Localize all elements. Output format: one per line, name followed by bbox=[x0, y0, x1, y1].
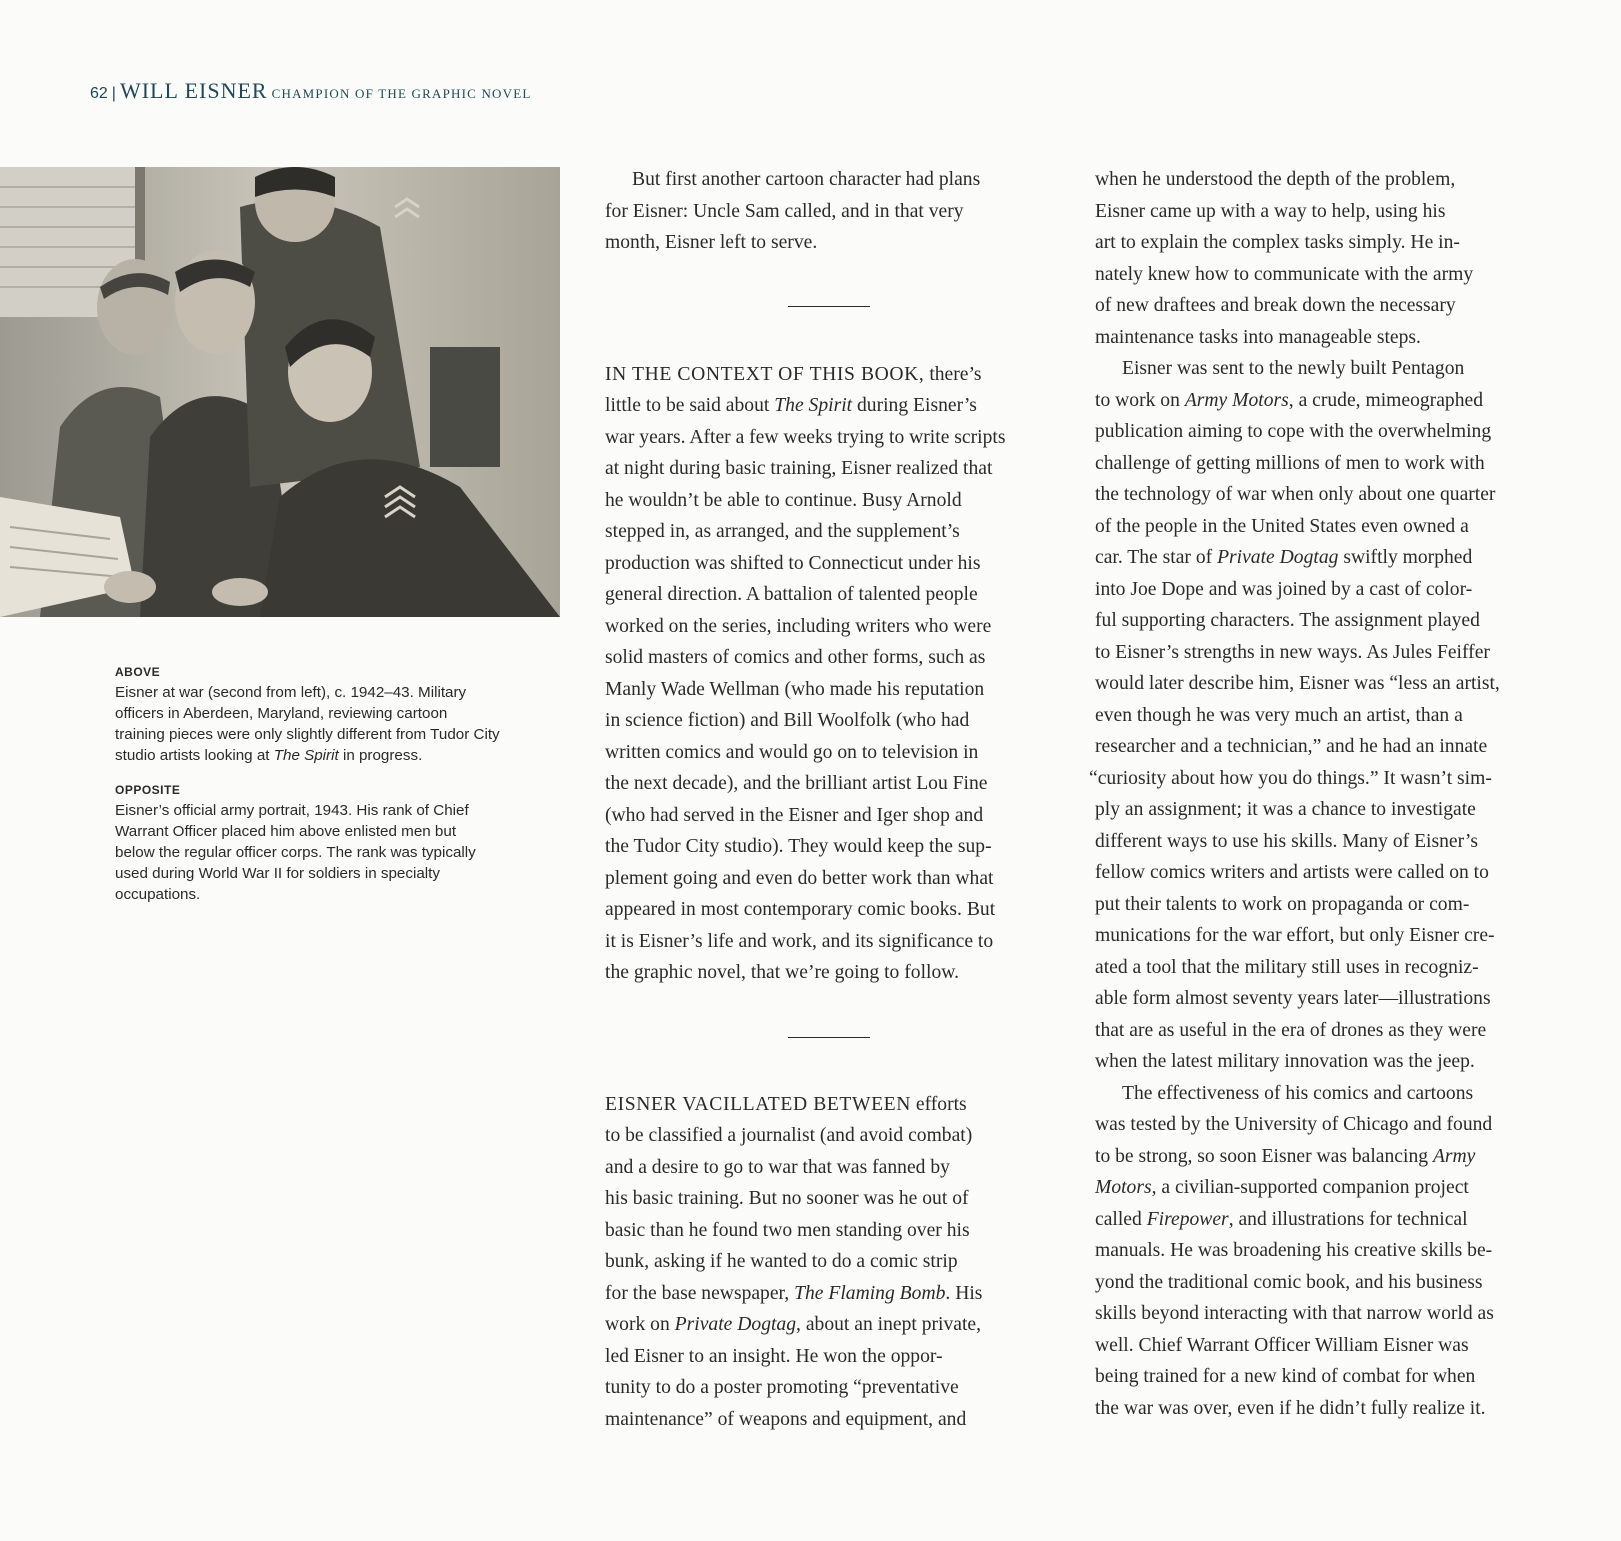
lead-in: EISNER VACILLATED BETWEEN bbox=[605, 1093, 911, 1115]
caption-line: used during World War II for soldiers in specialty bbox=[115, 865, 440, 882]
text-line bbox=[605, 359, 1055, 391]
text-line bbox=[1095, 385, 1545, 417]
caption-line bbox=[115, 745, 570, 766]
italic-title: Army bbox=[1432, 1145, 1476, 1167]
text-line: and a desire to go to war that was fanned by bbox=[605, 1156, 950, 1178]
paragraph bbox=[605, 164, 1055, 259]
text-line: even though he was very much an artist, than a bbox=[1095, 704, 1463, 726]
caption-line: training pieces were only slightly different from Tudor City bbox=[115, 726, 500, 743]
text-line: (who had served in the Eisner and Iger shop and bbox=[605, 804, 984, 826]
text-line: written comics and would go on to television in bbox=[605, 741, 979, 763]
text-line bbox=[605, 1278, 1055, 1310]
italic-title: The Spirit bbox=[774, 395, 853, 416]
text: to be strong, so soon Eisner was balancing bbox=[1095, 1145, 1433, 1167]
text-line: “curiosity about how you do things.” It wasn’t sim- bbox=[1089, 767, 1492, 789]
text-line bbox=[1095, 1172, 1545, 1204]
text-line: into Joe Dope and was joined by a cast of color- bbox=[1095, 578, 1473, 600]
text-line: it is Eisner’s life and work, and its significance to bbox=[605, 930, 994, 952]
italic-title: The Flaming Bomb bbox=[794, 1282, 946, 1304]
text-line: to Eisner’s strengths in new ways. As Jules Feiffer bbox=[1095, 641, 1490, 663]
text-line: fellow comics writers and artists were called on to bbox=[1095, 862, 1489, 883]
text-column-2 bbox=[1089, 164, 1545, 1424]
italic-title: Firepower bbox=[1146, 1208, 1229, 1230]
text-line: maintenance” of weapons and equipment, and bbox=[605, 1408, 967, 1430]
caption-line: occupations. bbox=[115, 886, 201, 903]
text: called bbox=[1095, 1208, 1147, 1230]
text-line: But first another cartoon character had plans bbox=[632, 169, 981, 190]
text-line: the next decade), and the brilliant artist Lou Fine bbox=[605, 773, 988, 794]
text-line: of the people in the United States even owned a bbox=[1095, 515, 1469, 537]
book-subtitle: CHAMPION OF THE GRAPHIC NOVEL bbox=[271, 86, 532, 101]
italic-title: Private Dogtag bbox=[1217, 547, 1339, 568]
caption-line: officers in Aberdeen, Maryland, reviewing cartoon bbox=[115, 705, 448, 722]
text-line: production was shifted to Connecticut under his bbox=[605, 552, 981, 574]
text: , and illustrations for technical bbox=[1228, 1208, 1468, 1230]
text-line: Manly Wade Wellman (who made his reputation bbox=[605, 678, 985, 700]
text-line: maintenance tasks into manageable steps. bbox=[1095, 326, 1421, 348]
text-line: different ways to use his skills. Many of Eisner’s bbox=[1095, 830, 1478, 852]
text-line: Eisner was sent to the newly built Pentagon bbox=[1122, 358, 1465, 379]
text-line: the technology of war when only about one quarter bbox=[1095, 484, 1496, 505]
text-line: ated a tool that the military still uses in recogniz- bbox=[1095, 956, 1479, 978]
paragraph bbox=[1095, 164, 1545, 353]
paragraph bbox=[605, 1089, 1055, 1436]
text-line: that are as useful in the era of drones as they were bbox=[1095, 1019, 1487, 1041]
text: , about an inept private, bbox=[796, 1314, 982, 1335]
text-line: would later describe him, Eisner was “less an artist, bbox=[1095, 673, 1500, 694]
italic-title: Private Dogtag bbox=[674, 1314, 797, 1335]
text-line bbox=[605, 1089, 1055, 1121]
text-line: art to explain the complex tasks simply. He in- bbox=[1095, 232, 1460, 253]
text-line: skills beyond interacting with that narrow world as bbox=[1095, 1303, 1494, 1324]
caption-line: below the regular officer corps. The rank was typically bbox=[115, 844, 476, 861]
text-line: stepped in, as arranged, and the supplement’s bbox=[605, 521, 960, 542]
text: car. The star of bbox=[1095, 547, 1218, 568]
text-line: at night during basic training, Eisner realized that bbox=[605, 458, 993, 479]
text-line: munications for the war effort, but only Eisner cre- bbox=[1095, 925, 1495, 946]
text-line bbox=[605, 390, 1055, 422]
text-line: being trained for a new kind of combat for when bbox=[1095, 1366, 1476, 1387]
text: to work on bbox=[1095, 389, 1185, 411]
text-line: bunk, asking if he wanted to do a comic strip bbox=[605, 1251, 958, 1272]
text: there’s bbox=[924, 363, 982, 385]
text-line: publication aiming to cope with the overwhelming bbox=[1095, 421, 1492, 442]
text-line: nately knew how to communicate with the army bbox=[1095, 263, 1474, 285]
caption-opposite-heading: OPPOSITE bbox=[115, 783, 181, 797]
italic-title: Motors bbox=[1095, 1177, 1152, 1198]
text-line: the graphic novel, that we’re going to follow. bbox=[605, 962, 960, 983]
text: , a crude, mimeographed bbox=[1288, 389, 1483, 411]
running-head bbox=[90, 78, 532, 104]
text-line: able form almost seventy years later—illustrations bbox=[1095, 988, 1491, 1009]
caption-line: Eisner’s official army portrait, 1943. His rank of Chief bbox=[115, 802, 469, 819]
text-line: ply an assignment; it was a chance to investigate bbox=[1095, 799, 1476, 820]
text-line: solid masters of comics and other forms, such as bbox=[605, 647, 986, 668]
text-line: his basic training. But no sooner was he out of bbox=[605, 1188, 969, 1209]
text-line bbox=[605, 1309, 1055, 1341]
paragraph bbox=[1089, 353, 1545, 1078]
paragraph bbox=[1095, 1078, 1545, 1425]
text-line: appeared in most contemporary comic books. But bbox=[605, 899, 996, 920]
text: during Eisner’s bbox=[852, 395, 977, 416]
text-line: ful supporting characters. The assignment played bbox=[1095, 610, 1480, 631]
text-line bbox=[1095, 542, 1545, 574]
text-line: well. Chief Warrant Officer William Eisner was bbox=[1095, 1334, 1469, 1356]
text-line: challenge of getting millions of men to work with bbox=[1095, 452, 1485, 474]
lead-in: IN THE CONTEXT OF THIS BOOK, bbox=[605, 363, 925, 385]
text-line: manuals. He was broadening his creative skills be- bbox=[1095, 1240, 1493, 1261]
text-line: was tested by the University of Chicago and found bbox=[1095, 1114, 1493, 1135]
text-line: led Eisner to an insight. He won the oppor- bbox=[605, 1345, 943, 1367]
text-line: Eisner came up with a way to help, using his bbox=[1095, 200, 1446, 222]
text-line: when the latest military innovation was the jeep. bbox=[1095, 1051, 1475, 1072]
text: swiftly morphed bbox=[1338, 547, 1473, 568]
caption-opposite-text bbox=[115, 800, 570, 905]
text-line: month, Eisner left to serve. bbox=[605, 232, 818, 253]
text-line: for Eisner: Uncle Sam called, and in that very bbox=[605, 200, 964, 222]
text-line: general direction. A battalion of talented people bbox=[605, 584, 978, 605]
text: . His bbox=[945, 1282, 983, 1304]
page-number: 62 bbox=[90, 85, 108, 102]
caption-above-text bbox=[115, 682, 570, 766]
caption-above-heading: ABOVE bbox=[115, 665, 161, 679]
text: for the base newspaper, bbox=[605, 1282, 795, 1304]
text-line: researcher and a technician,” and he had an innate bbox=[1095, 736, 1488, 757]
paragraph bbox=[605, 359, 1055, 989]
text-line bbox=[1095, 1204, 1545, 1236]
book-author: WILL EISNER bbox=[119, 78, 268, 103]
text-line: basic than he found two men standing over his bbox=[605, 1219, 970, 1241]
text-line: worked on the series, including writers who were bbox=[605, 615, 992, 637]
caption-italic-title: The Spirit bbox=[273, 747, 339, 764]
caption-line: Eisner at war (second from left), c. 1942–43. Military bbox=[115, 684, 467, 701]
text-line: plement going and even do better work than what bbox=[605, 867, 994, 889]
text-line bbox=[1095, 1141, 1545, 1173]
italic-title: Army Motors bbox=[1184, 389, 1289, 411]
photo-soldiers-reviewing-cartoon bbox=[0, 167, 560, 617]
photo-caption bbox=[115, 664, 570, 921]
text: work on bbox=[605, 1314, 675, 1335]
text-line: the war was over, even if he didn’t fully realize it. bbox=[1095, 1397, 1486, 1419]
text-line: The effectiveness of his comics and cartoons bbox=[1122, 1082, 1474, 1104]
text: , a civilian-supported companion project bbox=[1151, 1177, 1469, 1198]
caption-text: in progress. bbox=[338, 747, 423, 764]
text-column-1 bbox=[605, 164, 1055, 1435]
header-separator: | bbox=[111, 85, 116, 102]
caption-line: Warrant Officer placed him above enlisted men but bbox=[115, 823, 457, 840]
text-line: of new draftees and break down the necessary bbox=[1095, 295, 1456, 316]
text-line: to be classified a journalist (and avoid combat) bbox=[605, 1125, 973, 1146]
text-line: in science fiction) and Bill Woolfolk (who had bbox=[605, 710, 970, 731]
text-line: war years. After a few weeks trying to write scripts bbox=[605, 426, 1006, 448]
caption-text: studio artists looking at bbox=[115, 747, 274, 764]
text: efforts bbox=[910, 1093, 967, 1115]
text-line: the Tudor City studio). They would keep the sup- bbox=[605, 836, 992, 857]
text-line: he wouldn’t be able to continue. Busy Arnold bbox=[605, 489, 962, 511]
text-line: yond the traditional comic book, and his business bbox=[1095, 1271, 1483, 1293]
historical-photo bbox=[0, 167, 560, 617]
text-line: when he understood the depth of the problem, bbox=[1095, 169, 1456, 190]
text-line: put their talents to work on propaganda or com- bbox=[1095, 893, 1470, 915]
text: little to be said about bbox=[605, 395, 775, 416]
text-line: tunity to do a poster promoting “preventative bbox=[605, 1377, 959, 1398]
